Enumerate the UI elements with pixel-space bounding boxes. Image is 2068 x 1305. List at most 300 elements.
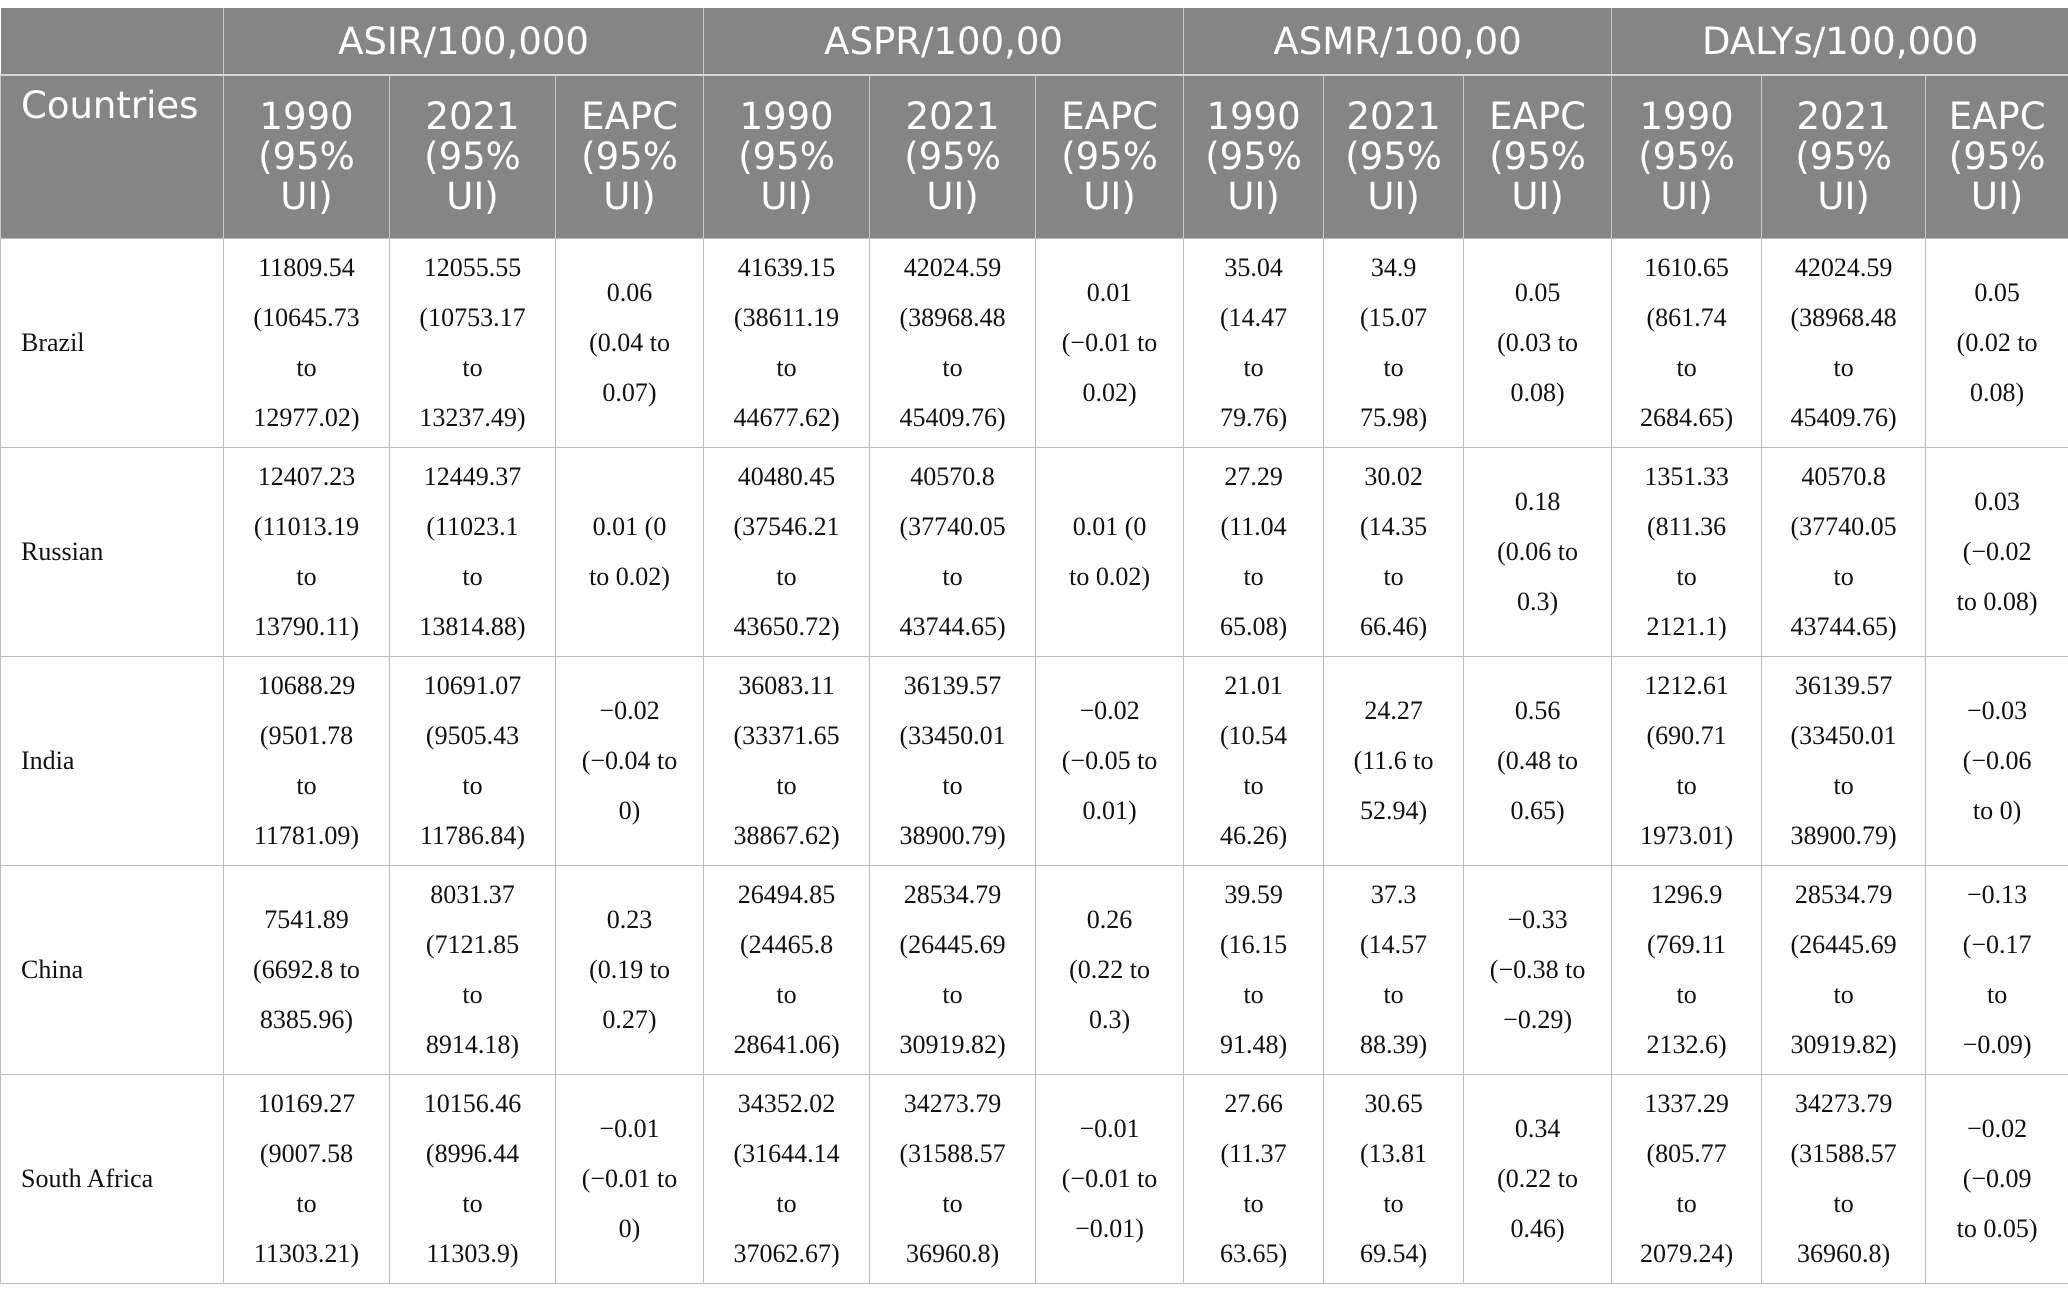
cell-line: (805.77 <box>1646 1139 1727 1168</box>
cell-line: 2021 <box>425 95 520 138</box>
cell-line: 0.65) <box>1510 796 1565 825</box>
cell-line: (26445.69 <box>1790 930 1897 959</box>
cell-line: 40480.45 <box>737 462 836 491</box>
cell-line: (95% <box>1061 135 1158 178</box>
value-cell <box>1926 1075 2068 1284</box>
cell-line: (9007.58 <box>259 1139 354 1168</box>
cell-line: 43650.72) <box>733 612 840 641</box>
cell-line: (31644.14 <box>733 1139 840 1168</box>
cell-line: 11303.21) <box>253 1239 360 1268</box>
cell-line: UI) <box>1970 175 2024 218</box>
header-sub-row <box>1 75 2068 239</box>
cell-line: (−0.06 <box>1962 746 2032 775</box>
cell-line: EAPC <box>581 95 678 138</box>
header-sub-2021 <box>870 75 1036 239</box>
cell-line: (95% <box>1205 135 1302 178</box>
country-cell: South Africa <box>1 1075 224 1284</box>
cell-line: 0.01 (0 <box>592 512 667 541</box>
cell-line: UI) <box>760 175 813 218</box>
value-cell <box>1926 448 2068 657</box>
header-countries: Countries <box>1 75 224 239</box>
cell-line: −0.13 <box>1967 880 2028 909</box>
cell-line: (−0.01 to <box>581 1164 678 1193</box>
header-sub-eapc <box>556 75 704 239</box>
value-cell <box>1184 448 1324 657</box>
cell-line: (9501.78 <box>259 721 354 750</box>
cell-line: 11781.09) <box>253 821 360 850</box>
data-table-container <box>0 8 2068 1284</box>
cell-line: (33450.01 <box>1790 721 1897 750</box>
cell-line: (0.04 to <box>589 328 670 357</box>
header-sub-2021 <box>390 75 556 239</box>
cell-line: 10688.29 <box>257 671 356 700</box>
cell-line: (811.36 <box>1646 512 1727 541</box>
cell-line: (769.11 <box>1646 930 1727 959</box>
cell-line: (38968.48 <box>899 303 1006 332</box>
cell-line: to <box>1383 562 1404 591</box>
cell-line: (37740.05 <box>1790 512 1897 541</box>
cell-line: (95% <box>1638 135 1735 178</box>
cell-line: 37062.67) <box>733 1239 840 1268</box>
cell-line: UI) <box>603 175 656 218</box>
value-cell <box>1464 657 1612 866</box>
cell-line: −0.02 <box>599 696 660 725</box>
cell-line: 0.03 <box>1974 487 2020 516</box>
cell-line: (14.35 <box>1359 512 1428 541</box>
cell-line: 30919.82) <box>899 1030 1006 1059</box>
value-cell <box>1464 448 1612 657</box>
table-row <box>1 657 2068 866</box>
cell-line: 28641.06) <box>733 1030 840 1059</box>
cell-line: 1212.61 <box>1644 671 1729 700</box>
cell-line: to <box>1833 771 1854 800</box>
cell-line: (11.04 <box>1220 512 1287 541</box>
header-blank-cell <box>1 8 224 75</box>
cell-line: 2684.65) <box>1640 403 1734 432</box>
cell-line: (0.22 to <box>1069 955 1150 984</box>
cell-line: 45409.76) <box>899 403 1006 432</box>
cell-line: (14.57 <box>1359 930 1428 959</box>
cell-line: to 0.02) <box>589 562 670 591</box>
cell-line: 0.02) <box>1082 378 1137 407</box>
cell-line: (9505.43 <box>425 721 520 750</box>
value-cell <box>1324 1075 1464 1284</box>
value-cell <box>1184 866 1324 1075</box>
cell-line: to <box>776 980 797 1009</box>
value-cell <box>1926 239 2068 448</box>
header-group-aspr: ASPR/100,00 <box>704 8 1184 75</box>
cell-line: 7541.89 <box>264 905 349 934</box>
cell-line: (11013.19 <box>253 512 360 541</box>
value-cell <box>224 1075 390 1284</box>
cell-line: 1610.65 <box>1644 253 1729 282</box>
header-sub-1990 <box>1184 75 1324 239</box>
cell-line: (95% <box>1345 135 1442 178</box>
cell-line: 36139.57 <box>1794 671 1893 700</box>
cell-line: 10691.07 <box>423 671 522 700</box>
cell-line: to <box>462 1189 483 1218</box>
value-cell <box>390 239 556 448</box>
cell-line: 1990 <box>259 95 354 138</box>
cell-line: 43744.65) <box>1790 612 1897 641</box>
cell-line: EAPC <box>1948 95 2046 138</box>
cell-line: (24465.8 <box>739 930 834 959</box>
cell-line: 2021 <box>905 95 1000 138</box>
cell-line: 21.01 <box>1224 671 1283 700</box>
cell-line: 34.9 <box>1370 253 1417 282</box>
cell-line: (0.02 to <box>1956 328 2038 357</box>
cell-line: (38968.48 <box>1790 303 1897 332</box>
cell-line: 13790.11) <box>253 612 360 641</box>
value-cell <box>1036 239 1184 448</box>
value-cell <box>1324 448 1464 657</box>
cell-line: (10645.73 <box>253 303 360 332</box>
cell-line: to <box>1383 980 1404 1009</box>
cell-line: 0.23 <box>606 905 653 934</box>
header-sub-2021 <box>1762 75 1926 239</box>
cell-line: (0.06 to <box>1497 537 1579 566</box>
header-group-dalys: DALYs/100,000 <box>1612 8 2068 75</box>
cell-line: −0.02 <box>1967 1114 2028 1143</box>
cell-line: (11023.1 <box>426 512 519 541</box>
value-cell <box>870 1075 1036 1284</box>
cell-line: (−0.05 to <box>1061 746 1158 775</box>
cell-line: 1990 <box>739 95 834 138</box>
header-sub-2021 <box>1324 75 1464 239</box>
value-cell <box>870 448 1036 657</box>
cell-line: (37740.05 <box>899 512 1006 541</box>
cell-line: 0.07) <box>602 378 657 407</box>
cell-line: 12407.23 <box>257 462 356 491</box>
cell-line: (13.81 <box>1359 1139 1428 1168</box>
header-group-asir: ASIR/100,000 <box>224 8 704 75</box>
country-cell: Brazil <box>1 239 224 448</box>
header-group-asmr: ASMR/100,00 <box>1184 8 1612 75</box>
cell-line: (26445.69 <box>899 930 1006 959</box>
value-cell <box>556 657 704 866</box>
value-cell <box>1464 1075 1612 1284</box>
cell-line: to <box>776 1189 797 1218</box>
value-cell <box>224 448 390 657</box>
data-table <box>0 8 2068 1284</box>
value-cell <box>704 239 870 448</box>
cell-line: to <box>1986 980 2008 1009</box>
cell-line: (95% <box>1795 135 1892 178</box>
value-cell <box>870 657 1036 866</box>
cell-line: (11.37 <box>1220 1139 1287 1168</box>
value-cell <box>704 1075 870 1284</box>
cell-line: (95% <box>904 135 1001 178</box>
cell-line: to <box>1676 562 1697 591</box>
cell-line: 79.76) <box>1219 403 1288 432</box>
header-sub-1990 <box>1612 75 1762 239</box>
table-row <box>1 1075 2068 1284</box>
cell-line: 2121.1) <box>1646 612 1727 641</box>
value-cell <box>556 448 704 657</box>
cell-line: 34273.79 <box>1794 1089 1893 1118</box>
value-cell <box>1612 239 1762 448</box>
value-cell <box>1184 657 1324 866</box>
cell-line: to <box>1676 353 1697 382</box>
value-cell <box>704 448 870 657</box>
cell-line: UI) <box>1660 175 1713 218</box>
cell-line: to <box>776 353 797 382</box>
cell-line: 43744.65) <box>899 612 1006 641</box>
header-sub-eapc <box>1036 75 1184 239</box>
value-cell <box>1762 866 1926 1075</box>
cell-line: 46.26) <box>1219 821 1288 850</box>
cell-line: (0.19 to <box>589 955 670 984</box>
country-cell: Russian <box>1 448 224 657</box>
cell-line: 75.98) <box>1359 403 1428 432</box>
cell-line: UI) <box>926 175 979 218</box>
cell-line: (690.71 <box>1646 721 1727 750</box>
value-cell <box>1926 657 2068 866</box>
cell-line: UI) <box>1817 175 1870 218</box>
cell-line: to <box>942 353 963 382</box>
cell-line: 1973.01) <box>1640 821 1734 850</box>
value-cell <box>1184 239 1324 448</box>
cell-line: −0.02 <box>1079 696 1140 725</box>
cell-line: 52.94) <box>1359 796 1428 825</box>
cell-line: EAPC <box>1489 95 1586 138</box>
cell-line: to <box>942 980 963 1009</box>
cell-line: (10753.17 <box>419 303 526 332</box>
value-cell <box>1464 866 1612 1075</box>
cell-line: 0.26 <box>1086 905 1133 934</box>
cell-line: −0.01 <box>1079 1114 1140 1143</box>
value-cell <box>704 866 870 1075</box>
cell-line: 37.3 <box>1370 880 1417 909</box>
value-cell <box>1464 239 1612 448</box>
cell-line: UI) <box>280 175 333 218</box>
value-cell <box>390 1075 556 1284</box>
cell-line: 0.01 (0 <box>1072 512 1147 541</box>
cell-line: to <box>1383 1189 1404 1218</box>
header-sub-1990 <box>224 75 390 239</box>
cell-line: 1337.29 <box>1644 1089 1729 1118</box>
cell-line: 0.01 <box>1086 278 1133 307</box>
value-cell <box>556 866 704 1075</box>
table-header <box>1 8 2068 239</box>
cell-line: to <box>296 562 317 591</box>
cell-line: 0.05 <box>1974 278 2020 307</box>
cell-line: 2021 <box>1796 95 1891 138</box>
cell-line: to <box>296 353 317 382</box>
cell-line: to <box>1676 1189 1697 1218</box>
cell-line: 0.01) <box>1082 796 1137 825</box>
cell-line: 0) <box>618 796 641 825</box>
cell-line: 41639.15 <box>737 253 836 282</box>
cell-line: 27.66 <box>1224 1089 1283 1118</box>
cell-line: 88.39) <box>1359 1030 1428 1059</box>
cell-line: to <box>942 562 963 591</box>
cell-line: UI) <box>446 175 499 218</box>
cell-line: 13814.88) <box>419 612 526 641</box>
cell-line: 11809.54 <box>258 253 355 282</box>
cell-line: 1990 <box>1639 95 1734 138</box>
cell-line: (95% <box>424 135 521 178</box>
cell-line: −0.09) <box>1962 1030 2032 1059</box>
cell-line: 36960.8) <box>905 1239 1000 1268</box>
cell-line: UI) <box>1227 175 1280 218</box>
cell-line: 38900.79) <box>899 821 1006 850</box>
cell-line: −0.33 <box>1507 905 1568 934</box>
cell-line: 11303.9) <box>426 1239 519 1268</box>
cell-line: 28534.79 <box>1794 880 1893 909</box>
cell-line: to 0.08) <box>1956 587 2038 616</box>
cell-line: 38867.62) <box>733 821 840 850</box>
cell-line: to <box>296 1189 317 1218</box>
cell-line: (95% <box>258 135 355 178</box>
cell-line: (−0.01 to <box>1061 328 1158 357</box>
cell-line: −0.01) <box>1075 1214 1144 1243</box>
cell-line: 69.54) <box>1359 1239 1428 1268</box>
value-cell <box>1324 239 1464 448</box>
cell-line: 12055.55 <box>423 253 522 282</box>
cell-line: 1990 <box>1206 95 1301 138</box>
cell-line: to 0.02) <box>1069 562 1150 591</box>
cell-line: (0.03 to <box>1497 328 1579 357</box>
table-row <box>1 448 2068 657</box>
cell-line: to <box>776 562 797 591</box>
value-cell <box>1612 1075 1762 1284</box>
cell-line: to <box>1243 562 1264 591</box>
value-cell <box>1036 657 1184 866</box>
cell-line: 28534.79 <box>903 880 1002 909</box>
value-cell <box>1036 448 1184 657</box>
cell-line: 45409.76) <box>1790 403 1897 432</box>
cell-line: (−0.02 <box>1962 537 2032 566</box>
cell-line: (95% <box>738 135 835 178</box>
value-cell <box>224 657 390 866</box>
cell-line: 42024.59 <box>1794 253 1893 282</box>
value-cell <box>1612 657 1762 866</box>
cell-line: 0.05 <box>1514 278 1561 307</box>
cell-line: 63.65) <box>1219 1239 1288 1268</box>
table-row <box>1 239 2068 448</box>
value-cell <box>390 448 556 657</box>
cell-line: (0.22 to <box>1497 1164 1579 1193</box>
cell-line: 0) <box>618 1214 641 1243</box>
cell-line: to <box>1243 1189 1264 1218</box>
cell-line: to <box>1243 353 1264 382</box>
cell-line: (−0.38 to <box>1489 955 1586 984</box>
cell-line: to <box>1833 1189 1854 1218</box>
cell-line: 0.34 <box>1514 1114 1561 1143</box>
cell-line: 30.02 <box>1364 462 1423 491</box>
header-sub-eapc <box>1464 75 1612 239</box>
cell-line: to <box>942 771 963 800</box>
cell-line: to 0.05) <box>1956 1214 2038 1243</box>
cell-line: 11786.84) <box>419 821 526 850</box>
cell-line: 30919.82) <box>1790 1030 1897 1059</box>
table-row <box>1 866 2068 1075</box>
country-cell: China <box>1 866 224 1075</box>
value-cell <box>224 866 390 1075</box>
cell-line: 0.08) <box>1970 378 2025 407</box>
cell-line: to <box>1833 562 1854 591</box>
value-cell <box>390 657 556 866</box>
cell-line: to <box>296 771 317 800</box>
cell-line: 65.08) <box>1219 612 1288 641</box>
value-cell <box>1184 1075 1324 1284</box>
cell-line: to <box>462 771 483 800</box>
value-cell <box>1036 1075 1184 1284</box>
value-cell <box>1762 239 1926 448</box>
cell-line: 2132.6) <box>1646 1030 1727 1059</box>
cell-line: (0.48 to <box>1497 746 1579 775</box>
cell-line: 12449.37 <box>423 462 522 491</box>
cell-line: 0.56 <box>1514 696 1561 725</box>
cell-line: (37546.21 <box>733 512 840 541</box>
value-cell <box>1036 866 1184 1075</box>
cell-line: 36083.11 <box>738 671 835 700</box>
cell-line: 12977.02) <box>253 403 360 432</box>
value-cell <box>556 1075 704 1284</box>
cell-line: to 0) <box>1972 796 2022 825</box>
cell-line: to <box>1243 771 1264 800</box>
cell-line: to <box>1243 980 1264 1009</box>
cell-line: (31588.57 <box>1790 1139 1897 1168</box>
value-cell <box>1762 1075 1926 1284</box>
cell-line: (6692.8 to <box>253 955 360 984</box>
value-cell <box>870 239 1036 448</box>
cell-line: −0.29) <box>1503 1005 1572 1034</box>
cell-line: (−0.04 to <box>581 746 678 775</box>
cell-line: 0.18 <box>1514 487 1561 516</box>
cell-line: 40570.8 <box>910 462 995 491</box>
cell-line: 0.3) <box>1516 587 1559 616</box>
cell-line: to <box>1676 771 1697 800</box>
cell-line: (95% <box>581 135 678 178</box>
cell-line: (33371.65 <box>733 721 840 750</box>
header-group-row <box>1 8 2068 75</box>
cell-line: 35.04 <box>1224 253 1283 282</box>
value-cell <box>224 239 390 448</box>
value-cell <box>870 866 1036 1075</box>
cell-line: to <box>462 562 483 591</box>
cell-line: (33450.01 <box>899 721 1006 750</box>
cell-line: (8996.44 <box>425 1139 520 1168</box>
cell-line: 44677.62) <box>733 403 840 432</box>
value-cell <box>390 866 556 1075</box>
header-sub-eapc <box>1926 75 2068 239</box>
cell-line: (−0.01 to <box>1061 1164 1158 1193</box>
cell-line: to <box>942 1189 963 1218</box>
cell-line: 36960.8) <box>1797 1239 1891 1268</box>
cell-line: to <box>776 771 797 800</box>
cell-line: (10.54 <box>1219 721 1288 750</box>
cell-line: (95% <box>1489 135 1586 178</box>
cell-line: (7121.85 <box>425 930 520 959</box>
cell-line: to <box>1833 353 1854 382</box>
cell-line: (16.15 <box>1219 930 1288 959</box>
cell-line: 24.27 <box>1364 696 1423 725</box>
cell-line: to <box>462 353 483 382</box>
cell-line: (861.74 <box>1646 303 1727 332</box>
cell-line: 10169.27 <box>257 1089 356 1118</box>
cell-line: 10156.46 <box>423 1089 522 1118</box>
cell-line: 34352.02 <box>737 1089 836 1118</box>
cell-line: UI) <box>1511 175 1564 218</box>
cell-line: 0.46) <box>1510 1214 1565 1243</box>
country-cell: India <box>1 657 224 866</box>
cell-line: 2021 <box>1346 95 1441 138</box>
value-cell <box>1762 657 1926 866</box>
table-body <box>1 239 2068 1284</box>
cell-line: to <box>1676 980 1697 1009</box>
